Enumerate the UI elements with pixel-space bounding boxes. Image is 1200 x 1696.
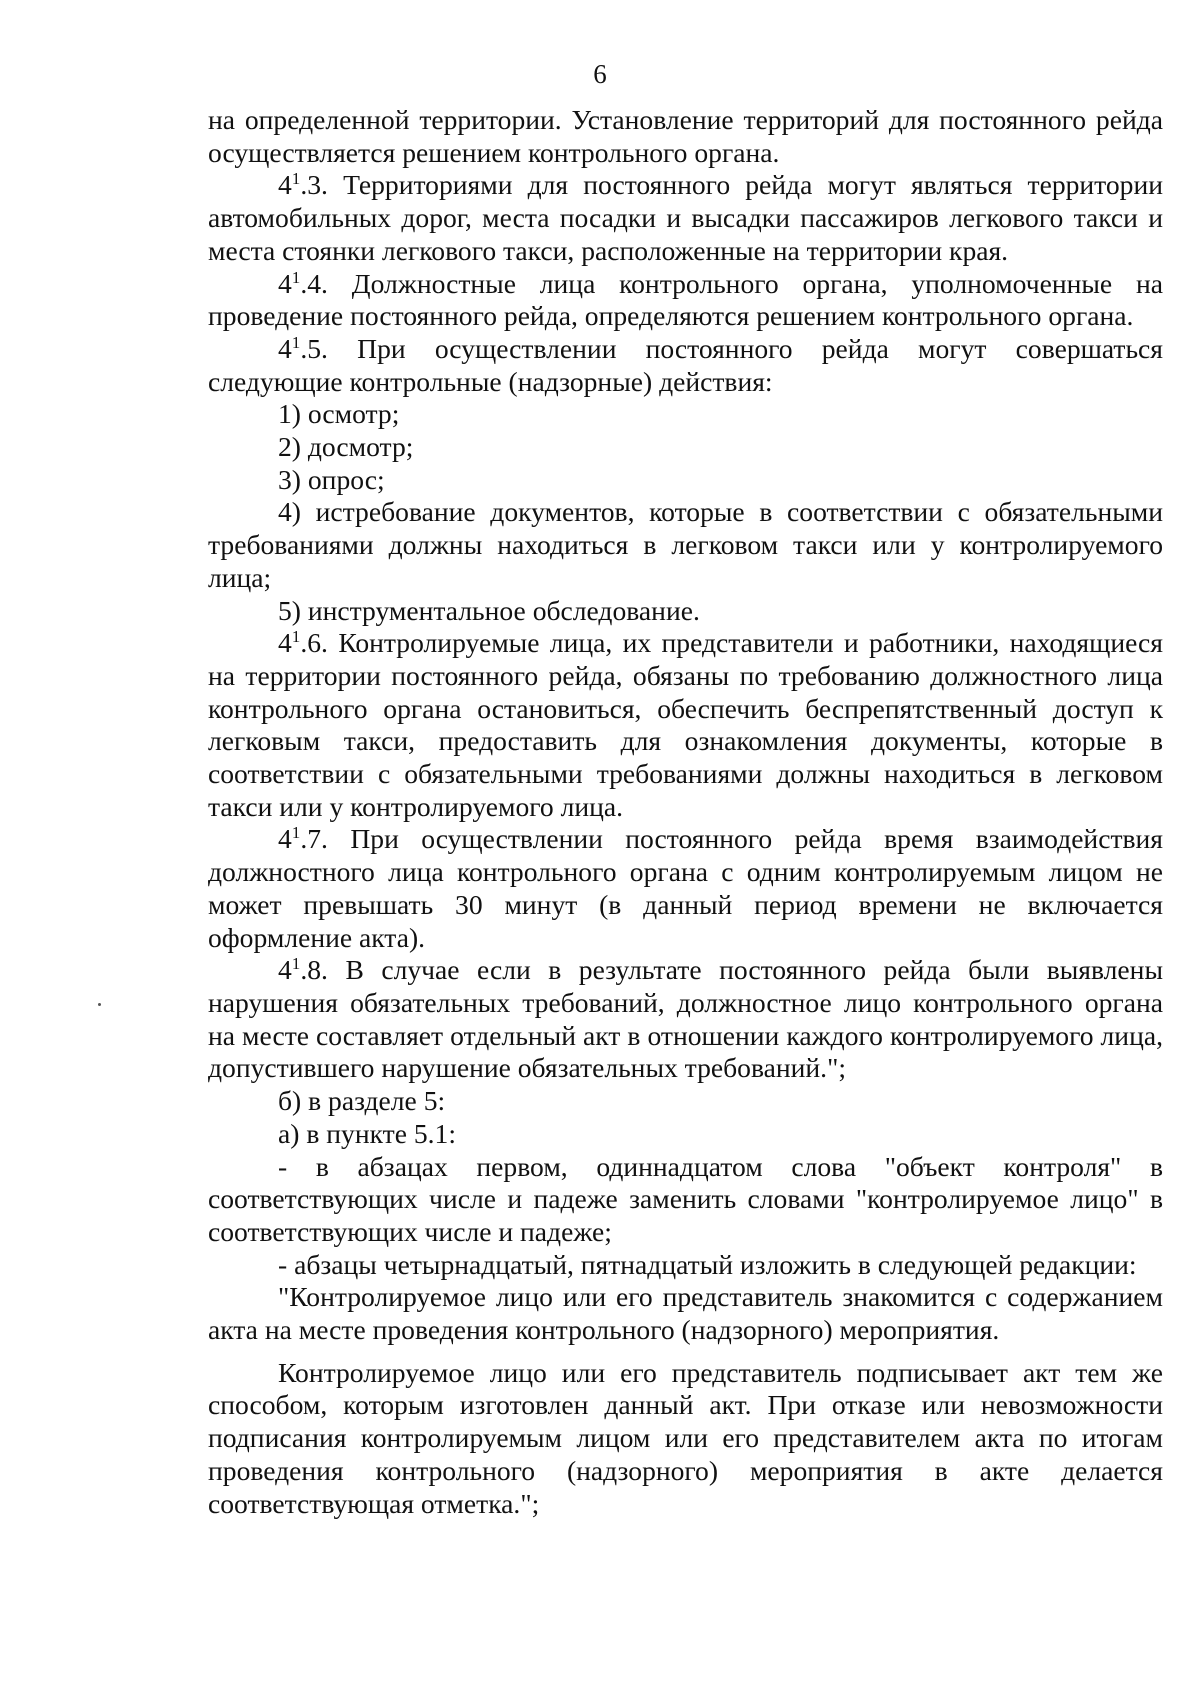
clause-4-1-6 [208, 627, 1163, 823]
page-number: 6 [593, 59, 607, 89]
quoted-paragraph-acquaintance: "Контролируемое лицо или его представитель знакомится с содержанием акта на месте проведения контрольного (надзорного) мероприятия. [208, 1281, 1163, 1346]
list-item-survey: 3) опрос; [278, 463, 385, 495]
clause-text: .3. Территориями для постоянного рейда могут являться территории автомобильных дорог, места посадки и высадки пассажиров легкового такси и места стоянки легкового такси, расположенные на территории края. [208, 169, 1163, 266]
clause-4-1-8 [208, 954, 1163, 1085]
clause-superscript: 1 [291, 954, 301, 974]
clause-number: 4 [278, 332, 292, 364]
clause-text: .6. Контролируемые лица, их представители и работники, находящиеся на территории постоянного рейда, обязаны по требованию должностного лица контрольного органа остановиться, обеспечить беспрепятственный доступ к легковым такси, предоставить для ознакомления документы, которые в соответствии с обязательными требованиями должны находиться в легковом такси или у контролируемого лица. [208, 627, 1163, 822]
list-item-inspection: 1) осмотр; [278, 398, 400, 430]
amendment-bullet-replace-words: - в абзацах первом, одиннадцатом слова "объект контроля" в соответствующих числе и падеже заменить словами "контролируемое лицо" в соответствующих числе и падеже; [208, 1150, 1163, 1247]
clause-number: 4 [278, 954, 292, 986]
amendment-bullet-new-wording: - абзацы четырнадцатый, пятнадцатый изложить в следующей редакции: [278, 1248, 1137, 1280]
clause-superscript: 1 [291, 823, 301, 843]
list-item-documents-request: 4) истребование документов, которые в соответствии с обязательными требованиями должны находиться в легковом такси или у контролируемого лица; [208, 496, 1163, 593]
list-item-instrumental-examination: 5) инструментальное обследование. [278, 594, 700, 626]
clause-text: .4. Должностные лица контрольного органа, уполномоченные на проведение постоянного рейда, определяются решением контрольного органа. [208, 267, 1163, 332]
amendment-item-5-1: а) в пункте 5.1: [278, 1117, 456, 1149]
clause-superscript: 1 [291, 332, 301, 352]
list-item-search: 2) досмотр; [278, 431, 414, 463]
clause-number: 4 [278, 267, 292, 299]
clause-text: .8. В случае если в результате постоянного рейда были выявлены нарушения обязательных требований, должностное лицо контрольного органа на месте составляет отдельный акт в отношении каждого контролируемого лица, допустившего нарушение обязательных требований."; [208, 954, 1163, 1084]
clause-superscript: 1 [291, 267, 301, 287]
paragraph-territory-continuation: на определенной территории. Установление территорий для постоянного рейда осуществляется решением контрольного органа. [208, 104, 1163, 168]
quoted-paragraph-signing: Контролируемое лицо или его представитель подписывает акт тем же способом, которым изготовлен данный акт. При отказе или невозможности подписания контролируемым лицом или его представителем акта по итогам проведения контрольного (надзорного) мероприятия в акте делается соответствующая отметка."; [208, 1356, 1163, 1519]
clause-text: .5. При осуществлении постоянного рейда могут совершаться следующие контрольные (надзорные) действия: [208, 332, 1163, 397]
clause-4-1-3 [208, 169, 1163, 267]
clause-4-1-4 [208, 268, 1163, 333]
clause-number: 4 [278, 169, 292, 201]
amendment-section-5: б) в разделе 5: [278, 1085, 446, 1117]
clause-4-1-5 [208, 333, 1163, 398]
clause-text: .7. При осуществлении постоянного рейда время взаимодействия должностного лица контрольного органа с одним контролируемым лицом не может превышать 30 минут (в данный период времени не включается оформление акта). [208, 823, 1163, 953]
clause-number: 4 [278, 823, 292, 855]
document-body [208, 104, 1163, 1520]
scan-speck [98, 1003, 101, 1006]
clause-4-1-7 [208, 823, 1163, 954]
clause-superscript: 1 [291, 169, 301, 189]
clause-superscript: 1 [291, 627, 301, 647]
clause-number: 4 [278, 627, 292, 659]
